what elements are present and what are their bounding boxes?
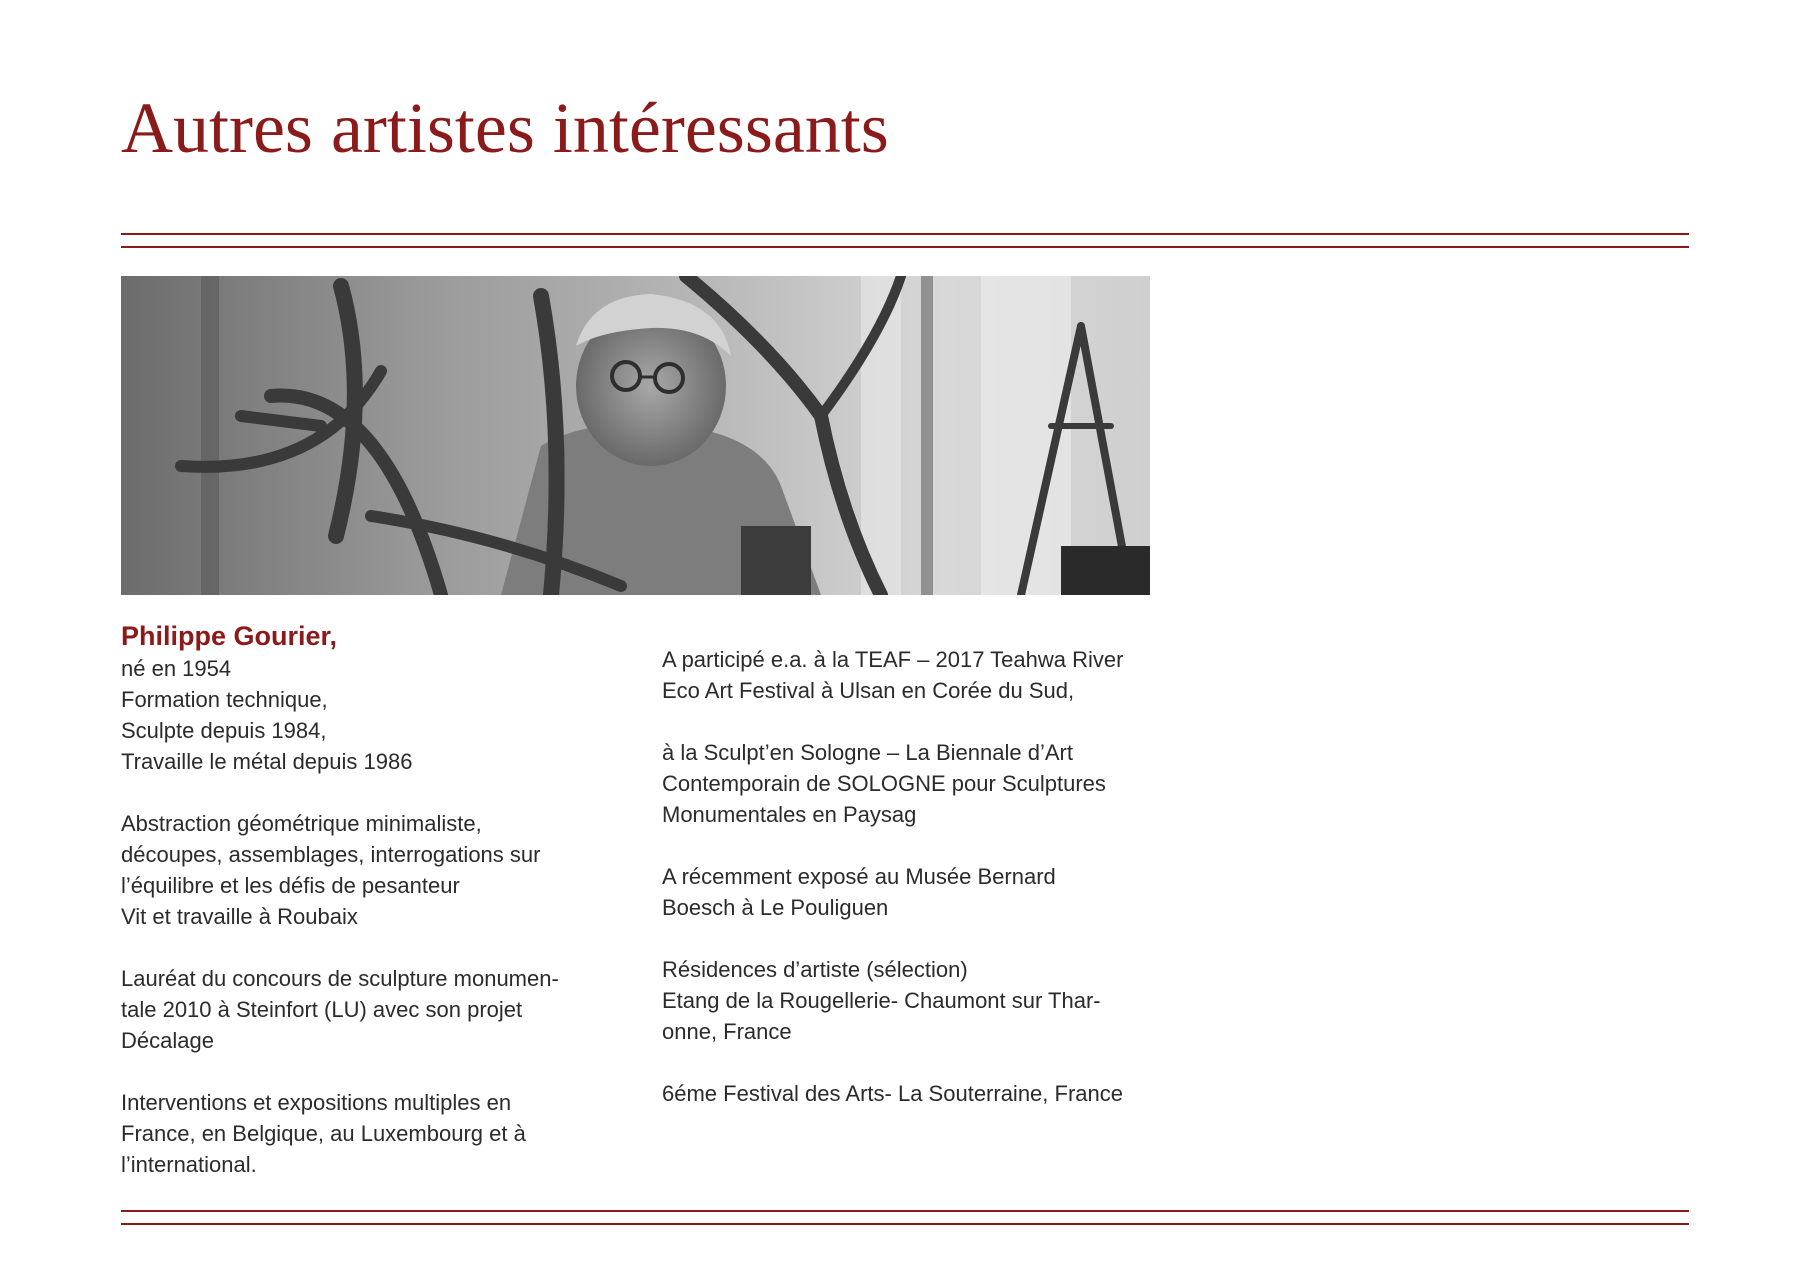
artist-intro — [121, 653, 621, 777]
award-line: tale 2010 à Steinfort (LU) avec son projet — [121, 997, 523, 1022]
artist-bio-column — [121, 619, 621, 1180]
style-line: Abstraction géométrique minimaliste, — [121, 811, 482, 836]
residences-line: Résidences d’artiste (sélection) — [662, 957, 968, 982]
award-line: Lauréat du concours de sculpture monumen- — [121, 966, 559, 991]
residences-line: Etang de la Rougellerie- Chaumont sur Thar- — [662, 988, 1101, 1013]
sologne-line: Contemporain de SOLOGNE pour Sculptures — [662, 771, 1106, 796]
top-rule-lower — [121, 246, 1689, 248]
sculptor-photo — [121, 276, 1150, 595]
interventions-line: l’international. — [121, 1152, 257, 1177]
musee-line: Boesch à Le Pouliguen — [662, 895, 889, 920]
sologne-line: Monumentales en Paysag — [662, 802, 917, 827]
bottom-rule-upper — [121, 1210, 1689, 1212]
teaf-paragraph — [662, 644, 1162, 706]
page-title: Autres artistes intéressants — [121, 88, 889, 168]
intro-line: Travaille le métal depuis 1986 — [121, 749, 413, 774]
musee-paragraph — [662, 861, 1162, 923]
artist-award — [121, 963, 621, 1056]
teaf-line: A participé e.a. à la TEAF – 2017 Teahwa River — [662, 647, 1124, 672]
musee-line: A récemment exposé au Musée Bernard — [662, 864, 1056, 889]
sologne-paragraph — [662, 737, 1162, 830]
festival-paragraph — [662, 1078, 1162, 1109]
sologne-line: à la Sculpt’en Sologne – La Biennale d’Art — [662, 740, 1073, 765]
teaf-line: Eco Art Festival à Ulsan en Corée du Sud, — [662, 678, 1075, 703]
artist-interventions — [121, 1087, 621, 1180]
interventions-line: Interventions et expositions multiples en — [121, 1090, 512, 1115]
intro-line: Sculpte depuis 1984, — [121, 718, 327, 743]
intro-line: né en 1954 — [121, 656, 232, 681]
top-rule-upper — [121, 233, 1689, 235]
artist-name: Philippe Gourier, — [121, 621, 338, 651]
style-line: l’équilibre et les défis de pesanteur — [121, 873, 460, 898]
residences-line: onne, France — [662, 1019, 792, 1044]
award-line: Décalage — [121, 1028, 214, 1053]
residences-paragraph — [662, 954, 1162, 1047]
artist-style — [121, 808, 621, 932]
style-line: découpes, assemblages, interrogations sur — [121, 842, 541, 867]
photo-illustration — [121, 276, 1150, 595]
festival-line: 6éme Festival des Arts- La Souterraine, France — [662, 1081, 1123, 1106]
intro-line: Formation technique, — [121, 687, 328, 712]
bottom-rule-lower — [121, 1223, 1689, 1225]
exhibitions-column — [662, 644, 1162, 1109]
style-line: Vit et travaille à Roubaix — [121, 904, 358, 929]
interventions-line: France, en Belgique, au Luxembourg et à — [121, 1121, 526, 1146]
